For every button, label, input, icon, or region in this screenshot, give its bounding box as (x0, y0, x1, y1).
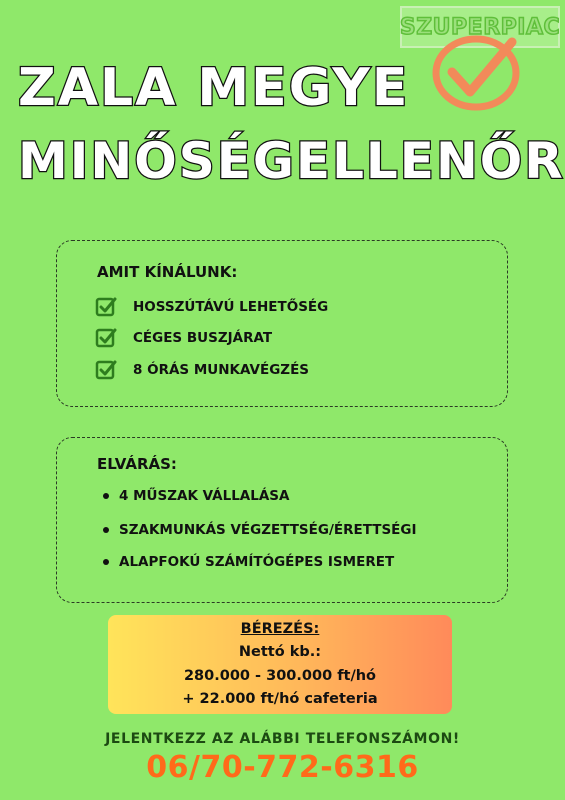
requirements-box (56, 437, 508, 603)
checkbox-check-icon (95, 296, 117, 318)
salary-heading: BÉREZÉS: (240, 621, 320, 637)
checkbox-check-icon (95, 327, 117, 349)
requirement-item (103, 522, 417, 538)
offer-heading: AMIT KÍNÁLUNK: (97, 263, 238, 281)
title-line-1: ZALA MEGYE (18, 58, 410, 118)
offer-item (95, 327, 272, 349)
requirements-heading: ELVÁRÁS: (97, 455, 177, 473)
salary-line-net: Nettó kb.: (238, 644, 322, 660)
offer-item-label: CÉGES BUSZJÁRAT (133, 330, 273, 346)
bullet-icon (103, 527, 109, 533)
call-to-action: JELENTKEZZ AZ ALÁBBI TELEFONSZÁMON! (105, 731, 460, 747)
phone-number[interactable]: 06/70-772-6316 (146, 750, 419, 785)
logo-text: SZUPERPIAC (399, 14, 561, 40)
requirement-item (103, 554, 394, 570)
offer-box (56, 240, 508, 407)
requirement-item (103, 488, 289, 504)
bullet-icon (103, 559, 109, 565)
offer-item-label: 8 ÓRÁS MUNKAVÉGZÉS (133, 362, 310, 378)
bullet-icon (103, 493, 109, 499)
offer-item (95, 359, 309, 381)
requirement-item-label: ALAPFOKÚ SZÁMÍTÓGÉPES ISMERET (119, 554, 395, 570)
offer-item-label: HOSSZÚTÁVÚ LEHETŐSÉG (133, 299, 329, 315)
checkbox-check-icon (95, 359, 117, 381)
salary-line-range: 280.000 - 300.000 ft/hó (183, 668, 377, 684)
salary-box (108, 615, 452, 714)
title-line-2: MINŐSÉGELLENŐR (18, 132, 565, 190)
requirement-item-label: SZAKMUNKÁS VÉGZETTSÉG/ÉRETTSÉGI (119, 522, 417, 538)
offer-item (95, 296, 328, 318)
salary-line-cafeteria: + 22.000 ft/hó cafeteria (182, 691, 378, 707)
requirement-item-label: 4 MŰSZAK VÁLLALÁSA (119, 488, 290, 504)
